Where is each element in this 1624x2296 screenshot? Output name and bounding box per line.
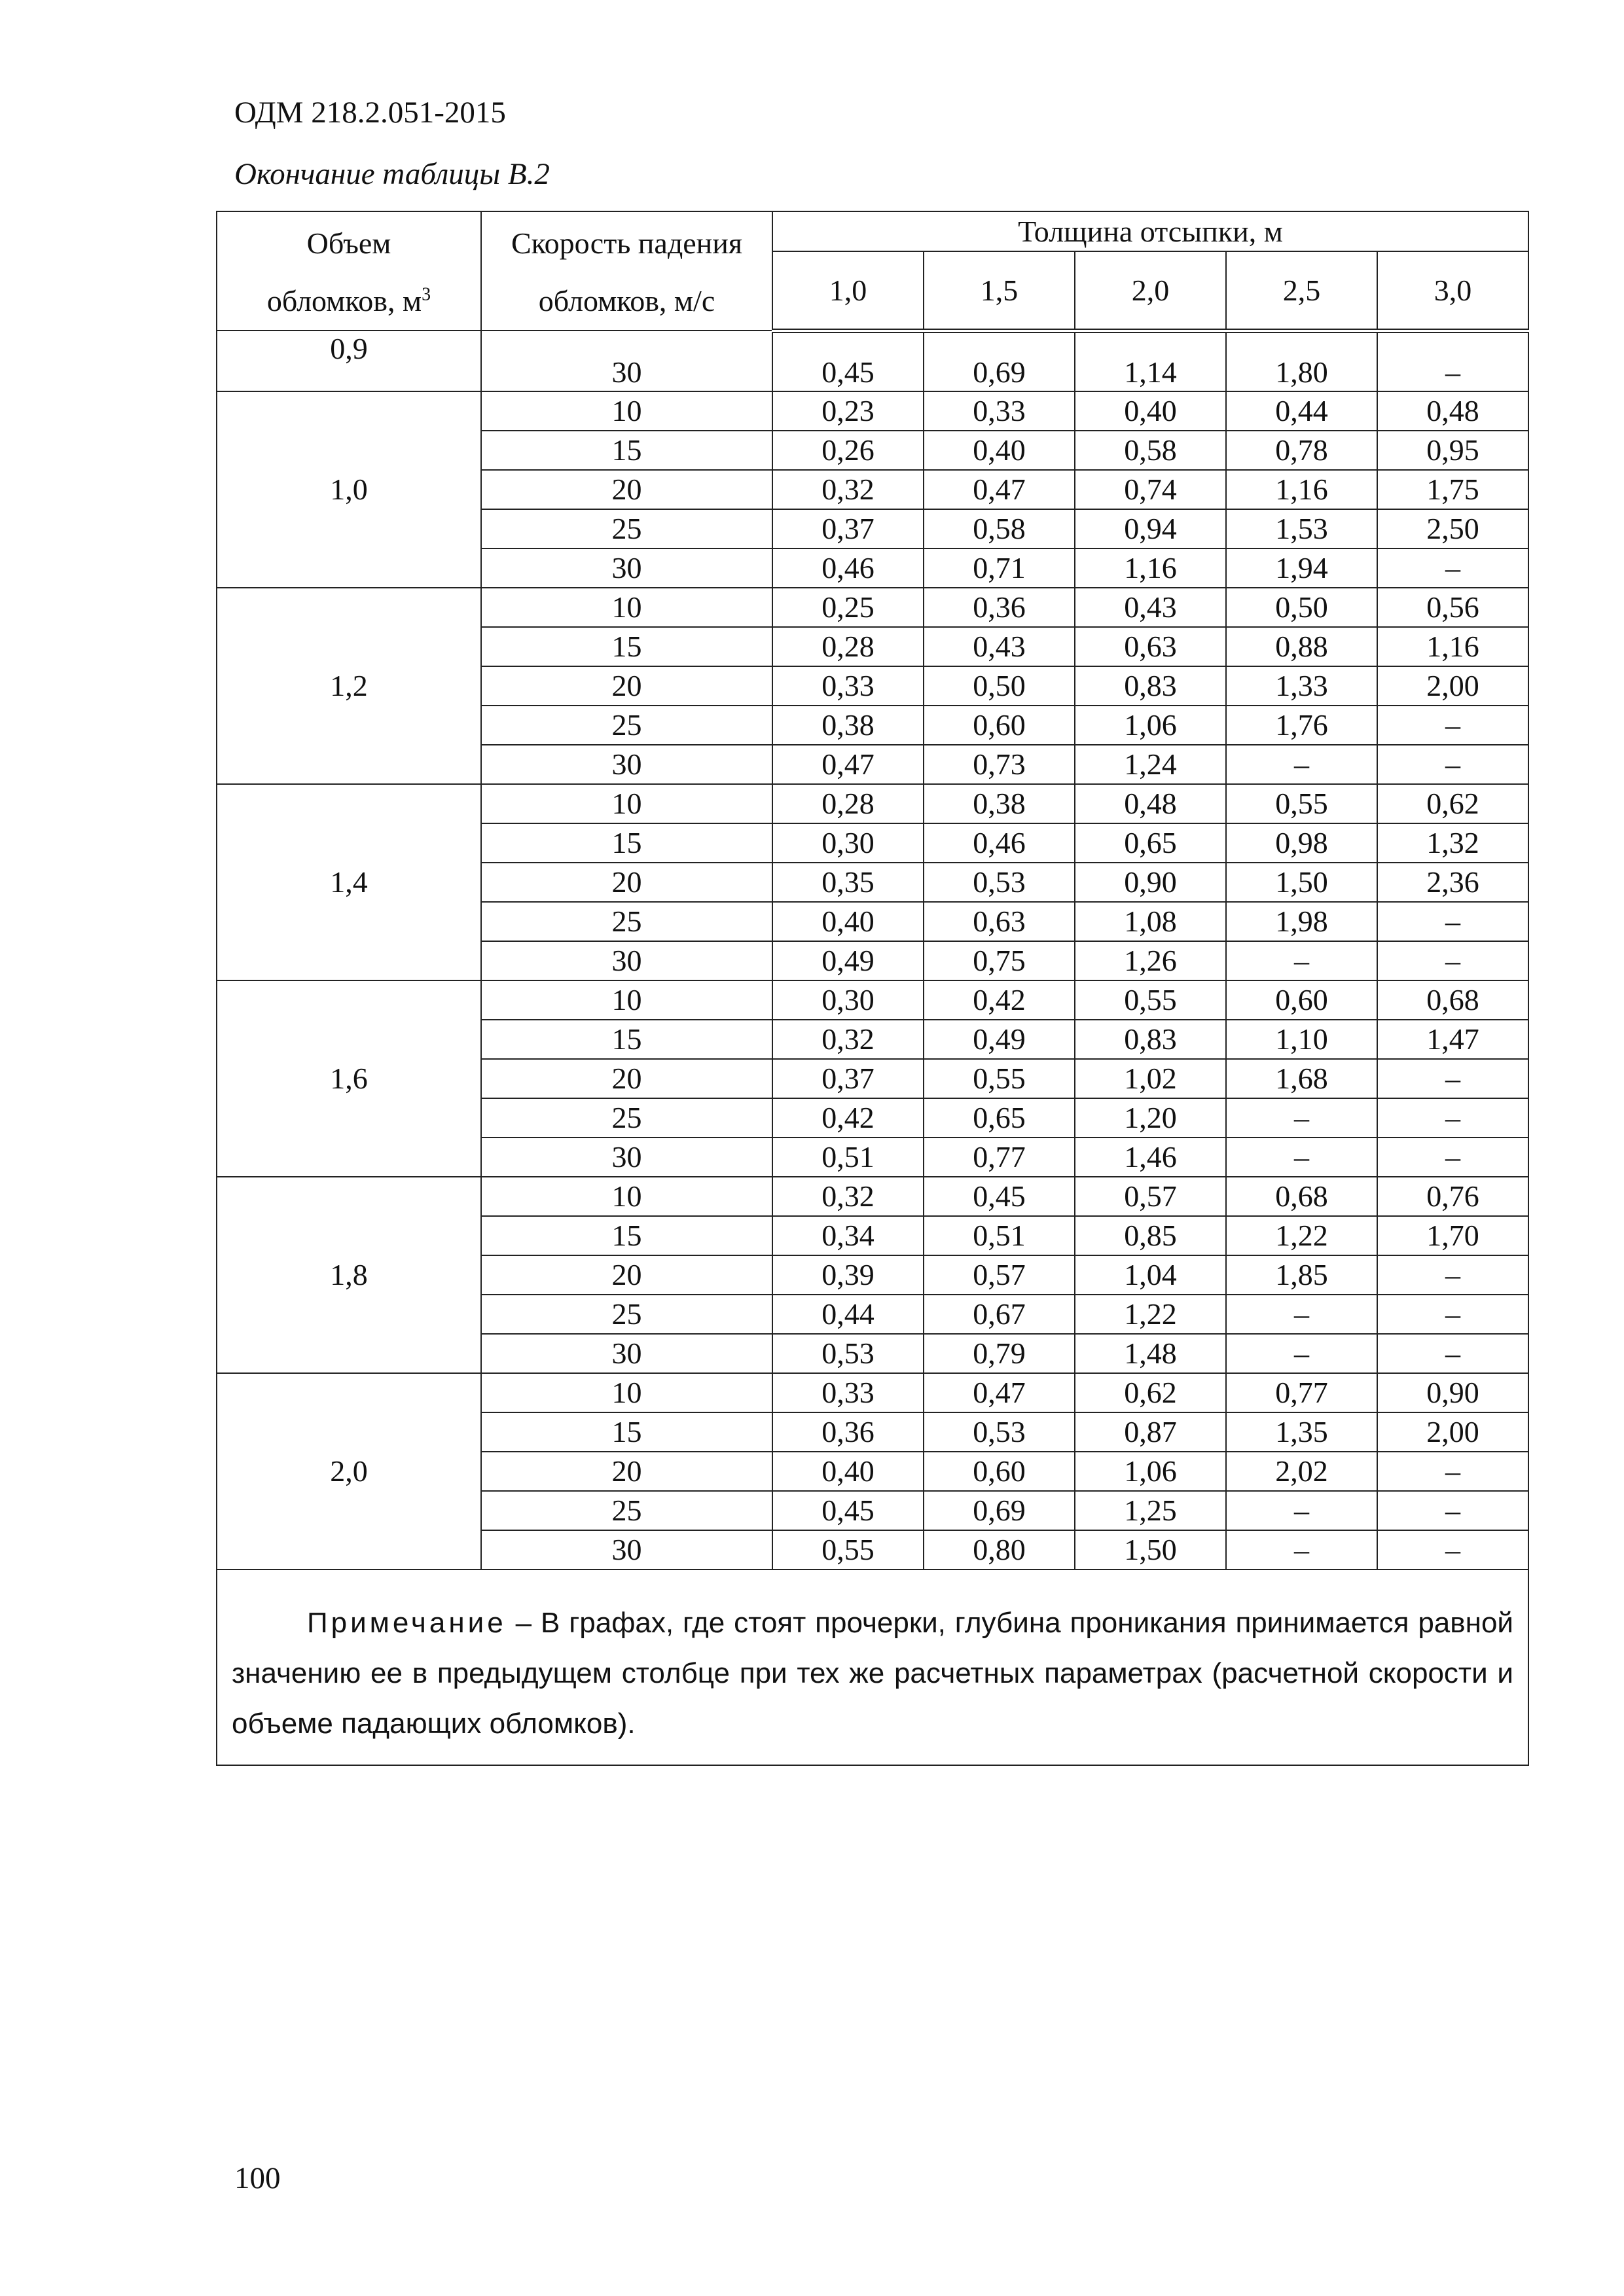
speed-cell: 25 [481, 1295, 772, 1334]
value-cell: 0,44 [772, 1295, 924, 1334]
value-cell: 1,94 [1226, 548, 1377, 588]
value-cell: 0,60 [924, 1452, 1075, 1491]
speed-cell: 20 [481, 666, 772, 706]
value-cell: 0,43 [1075, 588, 1226, 627]
value-cell: 0,57 [924, 1255, 1075, 1295]
value-cell: 0,44 [1226, 391, 1377, 431]
header-volume [217, 211, 481, 331]
value-cell: 0,37 [772, 1059, 924, 1098]
value-cell: 0,50 [924, 666, 1075, 706]
value-cell: 2,02 [1226, 1452, 1377, 1491]
value-cell: 1,25 [1075, 1491, 1226, 1530]
value-cell: 0,67 [924, 1295, 1075, 1334]
value-cell: 0,45 [772, 331, 924, 391]
value-cell: 0,55 [772, 1530, 924, 1570]
value-cell: 0,43 [924, 627, 1075, 666]
value-cell: 0,94 [1075, 509, 1226, 548]
value-cell: 0,79 [924, 1334, 1075, 1373]
value-cell: 0,71 [924, 548, 1075, 588]
value-cell: 0,32 [772, 1177, 924, 1216]
speed-cell: 20 [481, 863, 772, 902]
value-cell: 0,53 [924, 1412, 1075, 1452]
note-text: – В графах, где стоят прочерки, глубина проникания принимается равной значению ее в предыдущем столбце при тех же расчетных параметрах (расчетной скорости и объеме падающих обломков). [232, 1606, 1513, 1740]
table-row [217, 391, 1528, 431]
value-cell: 0,36 [924, 588, 1075, 627]
value-cell: 0,65 [924, 1098, 1075, 1138]
header-volume-line2: обломков, м [266, 284, 422, 317]
table-row [217, 980, 1528, 1020]
value-cell: 1,14 [1075, 331, 1226, 391]
value-cell: 2,00 [1377, 666, 1528, 706]
value-cell: – [1226, 1098, 1377, 1138]
value-cell: 1,02 [1075, 1059, 1226, 1098]
value-cell: – [1377, 902, 1528, 941]
value-cell: 0,30 [772, 823, 924, 863]
value-cell: 0,87 [1075, 1412, 1226, 1452]
value-cell: 0,47 [772, 745, 924, 784]
value-cell: 1,16 [1075, 548, 1226, 588]
speed-cell: 30 [481, 745, 772, 784]
speed-cell: 25 [481, 706, 772, 745]
value-cell: 0,73 [924, 745, 1075, 784]
value-cell: 0,90 [1377, 1373, 1528, 1412]
value-cell: 1,76 [1226, 706, 1377, 745]
value-cell: 0,38 [924, 784, 1075, 823]
speed-cell: 30 [481, 331, 772, 391]
value-cell: – [1377, 331, 1528, 391]
value-cell: 1,20 [1075, 1098, 1226, 1138]
speed-cell: 30 [481, 1138, 772, 1177]
document-code: ОДМ 218.2.051-2015 [234, 96, 506, 130]
value-cell: 1,47 [1377, 1020, 1528, 1059]
speed-cell: 10 [481, 784, 772, 823]
value-cell: 0,69 [924, 331, 1075, 391]
value-cell: 0,95 [1377, 431, 1528, 470]
value-cell: – [1226, 1491, 1377, 1530]
value-cell: 0,98 [1226, 823, 1377, 863]
volume-cell: 2,0 [217, 1373, 481, 1570]
value-cell: 2,00 [1377, 1412, 1528, 1452]
speed-cell: 25 [481, 1098, 772, 1138]
value-cell: 0,57 [1075, 1177, 1226, 1216]
value-cell: 0,51 [924, 1216, 1075, 1255]
value-cell: 0,55 [1226, 784, 1377, 823]
value-cell: 0,55 [924, 1059, 1075, 1098]
value-cell: 0,26 [772, 431, 924, 470]
value-cell: 2,36 [1377, 863, 1528, 902]
speed-cell: 25 [481, 509, 772, 548]
value-cell: 0,77 [924, 1138, 1075, 1177]
speed-cell: 20 [481, 1059, 772, 1098]
value-cell: 1,85 [1226, 1255, 1377, 1295]
value-cell: 0,40 [772, 902, 924, 941]
value-cell: 1,50 [1226, 863, 1377, 902]
value-cell: 1,04 [1075, 1255, 1226, 1295]
value-cell: 0,49 [924, 1020, 1075, 1059]
volume-cell: 1,4 [217, 784, 481, 980]
value-cell: 0,62 [1377, 784, 1528, 823]
header-thickness: Толщина отсыпки, м [772, 211, 1528, 251]
speed-cell: 15 [481, 627, 772, 666]
value-cell: – [1226, 1334, 1377, 1373]
data-table [216, 211, 1529, 1766]
speed-cell: 30 [481, 1334, 772, 1373]
speed-cell: 15 [481, 1412, 772, 1452]
speed-cell: 30 [481, 941, 772, 980]
value-cell: – [1377, 1098, 1528, 1138]
speed-cell: 10 [481, 980, 772, 1020]
value-cell: – [1377, 745, 1528, 784]
table-note [217, 1570, 1528, 1765]
value-cell: 0,40 [1075, 391, 1226, 431]
speed-cell: 15 [481, 431, 772, 470]
value-cell: 0,90 [1075, 863, 1226, 902]
value-cell: 0,69 [924, 1491, 1075, 1530]
value-cell: 0,56 [1377, 588, 1528, 627]
value-cell: 1,35 [1226, 1412, 1377, 1452]
value-cell: 0,47 [924, 470, 1075, 509]
note-label: Примечание [307, 1606, 507, 1639]
value-cell: – [1377, 1491, 1528, 1530]
value-cell: 0,42 [924, 980, 1075, 1020]
value-cell: 0,23 [772, 391, 924, 431]
value-cell: 0,30 [772, 980, 924, 1020]
value-cell: 1,53 [1226, 509, 1377, 548]
header-speed [481, 211, 772, 331]
value-cell: 0,85 [1075, 1216, 1226, 1255]
value-cell: 1,32 [1377, 823, 1528, 863]
value-cell: 0,50 [1226, 588, 1377, 627]
value-cell: 1,06 [1075, 706, 1226, 745]
value-cell: – [1377, 941, 1528, 980]
value-cell: 0,36 [772, 1412, 924, 1452]
value-cell: 0,60 [924, 706, 1075, 745]
speed-cell: 20 [481, 470, 772, 509]
value-cell: 0,51 [772, 1138, 924, 1177]
value-cell: 0,38 [772, 706, 924, 745]
value-cell: 1,22 [1075, 1295, 1226, 1334]
value-cell: – [1377, 548, 1528, 588]
value-cell: 0,58 [924, 509, 1075, 548]
header-thickness-value: 1,5 [924, 251, 1075, 331]
value-cell: 0,58 [1075, 431, 1226, 470]
value-cell: 1,68 [1226, 1059, 1377, 1098]
value-cell: 0,68 [1226, 1177, 1377, 1216]
value-cell: 0,45 [924, 1177, 1075, 1216]
value-cell: 0,55 [1075, 980, 1226, 1020]
speed-cell: 10 [481, 1177, 772, 1216]
speed-cell: 20 [481, 1452, 772, 1491]
volume-cell: 1,2 [217, 588, 481, 784]
value-cell: 0,83 [1075, 1020, 1226, 1059]
value-cell: – [1226, 1138, 1377, 1177]
header-volume-sup: 3 [422, 284, 431, 305]
volume-cell: 1,0 [217, 391, 481, 588]
value-cell: 0,40 [772, 1452, 924, 1491]
value-cell: 1,98 [1226, 902, 1377, 941]
value-cell: 0,53 [772, 1334, 924, 1373]
speed-cell: 15 [481, 1020, 772, 1059]
value-cell: 1,06 [1075, 1452, 1226, 1491]
value-cell: 1,48 [1075, 1334, 1226, 1373]
value-cell: 1,10 [1226, 1020, 1377, 1059]
value-cell: 0,65 [1075, 823, 1226, 863]
value-cell: 1,70 [1377, 1216, 1528, 1255]
value-cell: – [1377, 1138, 1528, 1177]
value-cell: 1,16 [1377, 627, 1528, 666]
value-cell: 0,77 [1226, 1373, 1377, 1412]
value-cell: 0,47 [924, 1373, 1075, 1412]
value-cell: 0,48 [1075, 784, 1226, 823]
value-cell: 0,46 [924, 823, 1075, 863]
table-row [217, 331, 1528, 391]
speed-cell: 30 [481, 1530, 772, 1570]
value-cell: 0,32 [772, 470, 924, 509]
value-cell: 0,42 [772, 1098, 924, 1138]
page-number: 100 [234, 2161, 281, 2195]
table-row [217, 1373, 1528, 1412]
speed-cell: 20 [481, 1255, 772, 1295]
value-cell: 0,78 [1226, 431, 1377, 470]
header-speed-line1: Скорость падения [511, 226, 743, 260]
value-cell: 0,53 [924, 863, 1075, 902]
speed-cell: 10 [481, 1373, 772, 1412]
value-cell: 1,26 [1075, 941, 1226, 980]
value-cell: 0,74 [1075, 470, 1226, 509]
volume-cell: 0,9 [217, 331, 481, 391]
value-cell: 0,75 [924, 941, 1075, 980]
value-cell: 0,33 [924, 391, 1075, 431]
value-cell: – [1377, 706, 1528, 745]
value-cell: – [1377, 1059, 1528, 1098]
value-cell: 1,46 [1075, 1138, 1226, 1177]
header-thickness-value: 2,5 [1226, 251, 1377, 331]
value-cell: – [1226, 1530, 1377, 1570]
speed-cell: 25 [481, 1491, 772, 1530]
value-cell: 0,60 [1226, 980, 1377, 1020]
value-cell: – [1377, 1255, 1528, 1295]
value-cell: 0,32 [772, 1020, 924, 1059]
speed-cell: 25 [481, 902, 772, 941]
speed-cell: 10 [481, 391, 772, 431]
value-cell: 0,35 [772, 863, 924, 902]
value-cell: 0,37 [772, 509, 924, 548]
volume-cell: 1,6 [217, 980, 481, 1177]
value-cell: 0,40 [924, 431, 1075, 470]
value-cell: 2,50 [1377, 509, 1528, 548]
value-cell: – [1377, 1334, 1528, 1373]
speed-cell: 10 [481, 588, 772, 627]
value-cell: 0,49 [772, 941, 924, 980]
value-cell: 1,16 [1226, 470, 1377, 509]
header-speed-line2: обломков, м/с [538, 284, 715, 317]
value-cell: 0,83 [1075, 666, 1226, 706]
value-cell: – [1377, 1295, 1528, 1334]
speed-cell: 30 [481, 548, 772, 588]
value-cell: 1,22 [1226, 1216, 1377, 1255]
value-cell: 0,63 [1075, 627, 1226, 666]
value-cell: 0,28 [772, 784, 924, 823]
value-cell: 0,68 [1377, 980, 1528, 1020]
value-cell: 0,88 [1226, 627, 1377, 666]
value-cell: 0,76 [1377, 1177, 1528, 1216]
header-volume-line1: Объем [306, 226, 391, 260]
value-cell: – [1377, 1452, 1528, 1491]
value-cell: 0,25 [772, 588, 924, 627]
value-cell: 0,39 [772, 1255, 924, 1295]
table-row [217, 1177, 1528, 1216]
value-cell: 1,80 [1226, 331, 1377, 391]
header-thickness-value: 1,0 [772, 251, 924, 331]
table-row [217, 588, 1528, 627]
value-cell: 0,28 [772, 627, 924, 666]
value-cell: 1,08 [1075, 902, 1226, 941]
value-cell: – [1226, 745, 1377, 784]
value-cell: 1,33 [1226, 666, 1377, 706]
value-cell: 0,62 [1075, 1373, 1226, 1412]
value-cell: 0,33 [772, 666, 924, 706]
value-cell: 1,75 [1377, 470, 1528, 509]
value-cell: 0,46 [772, 548, 924, 588]
header-thickness-value: 3,0 [1377, 251, 1528, 331]
value-cell: – [1226, 941, 1377, 980]
value-cell: 0,45 [772, 1491, 924, 1530]
value-cell: 0,33 [772, 1373, 924, 1412]
value-cell: 1,50 [1075, 1530, 1226, 1570]
table-row [217, 784, 1528, 823]
value-cell: 0,63 [924, 902, 1075, 941]
speed-cell: 15 [481, 1216, 772, 1255]
value-cell: – [1377, 1530, 1528, 1570]
value-cell: 0,48 [1377, 391, 1528, 431]
table-caption: Окончание таблицы В.2 [234, 157, 550, 191]
value-cell: 0,34 [772, 1216, 924, 1255]
header-thickness-value: 2,0 [1075, 251, 1226, 331]
value-cell: – [1226, 1295, 1377, 1334]
volume-cell: 1,8 [217, 1177, 481, 1373]
speed-cell: 15 [481, 823, 772, 863]
value-cell: 0,80 [924, 1530, 1075, 1570]
value-cell: 1,24 [1075, 745, 1226, 784]
